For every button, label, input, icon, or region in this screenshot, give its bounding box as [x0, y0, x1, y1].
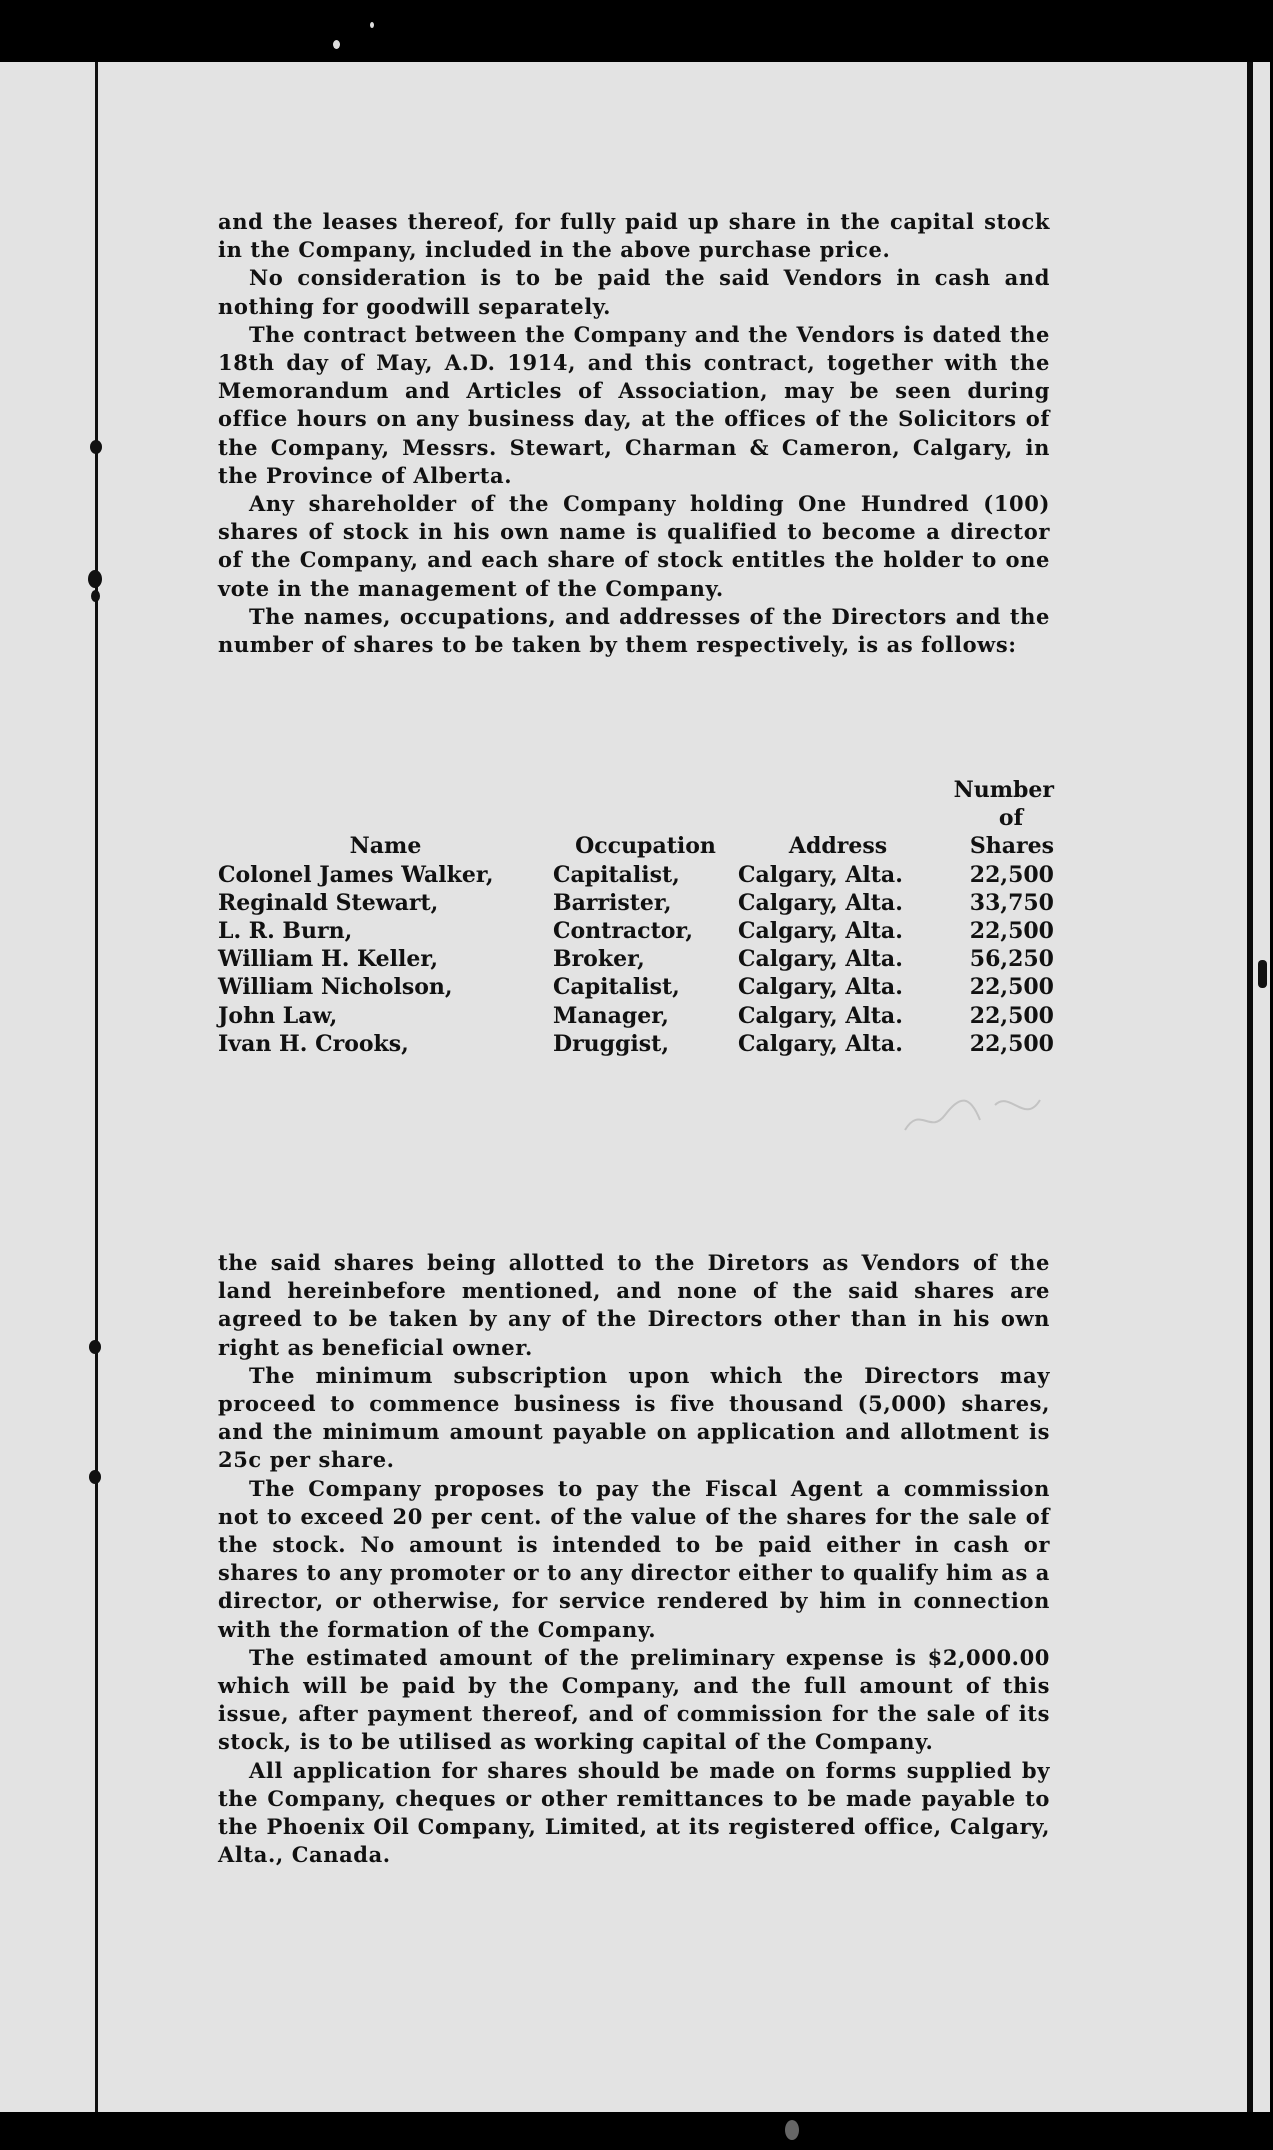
page-right-edge — [1247, 62, 1253, 2112]
director-name: L. R. Burn, — [218, 918, 353, 945]
table-row — [218, 1030, 1054, 1058]
director-name: William H. Keller, — [218, 946, 439, 973]
director-occupation: Capitalist, — [553, 861, 680, 888]
director-address: Calgary, Alta. — [738, 1030, 903, 1057]
director-occupation: Manager, — [553, 1002, 669, 1029]
director-address: Calgary, Alta. — [738, 918, 903, 945]
right-edge-mark — [1258, 960, 1267, 988]
header-number-of-shares — [938, 776, 1054, 861]
paragraph-shares-allotted: the said shares being allotted to the Diretors as Vendors of the land hereinbefore mentioned, and none of the said shares are agreed to be taken by any of the Directors other than in his own right as beneficial owner. — [218, 1250, 1050, 1360]
director-shares: 22,500 — [969, 918, 1054, 945]
table-header-row — [218, 776, 1054, 861]
binding-hole-mark — [90, 440, 102, 454]
header-shares-line2: of — [998, 805, 1024, 832]
director-occupation: Druggist, — [553, 1030, 669, 1057]
scan-speck — [333, 40, 340, 49]
binding-hole-mark — [89, 1470, 101, 1484]
paragraph-applications: All application for shares should be made on forms supplied by the Company, cheques or other remittances to be made payable to the Phoenix Oil Company, Limited, at its registered office, Calgary, Alta., Canada. — [218, 1757, 1050, 1868]
director-address: Calgary, Alta. — [738, 889, 903, 916]
director-address: Calgary, Alta. — [738, 1002, 903, 1029]
table-row — [218, 945, 1054, 973]
director-name: John Law, — [218, 1002, 338, 1029]
director-shares: 22,500 — [969, 974, 1054, 1001]
page-fold-line — [95, 62, 98, 2112]
scan-speck — [785, 2120, 799, 2140]
top-text-block — [218, 208, 1050, 659]
paragraph-preliminary-expense: The estimated amount of the preliminary expense is $2,000.00 which will be paid by the Company, and the full amount of this issue, after payment thereof, and of commission for the sale of its stock, is to be utilised as working capital of the Company. — [218, 1644, 1050, 1755]
header-occupation: Occupation — [575, 833, 716, 860]
binding-hole-mark — [89, 1340, 101, 1354]
paragraph-fiscal-agent: The Company proposes to pay the Fiscal Agent a commission not to exceed 20 per cent. of the value of the shares for the sale of the stock. No amount is intended to be paid either in cash or shares to any promoter or to any director either to qualify him as a director, or otherwise, for service rendered by him in connection with the formation of the Company. — [218, 1475, 1050, 1642]
binding-hole-mark — [88, 570, 102, 588]
director-shares: 33,750 — [969, 889, 1054, 916]
director-name: Ivan H. Crooks, — [218, 1030, 409, 1057]
bottom-text-block — [218, 1249, 1050, 1869]
table-row — [218, 973, 1054, 1001]
paragraph-directors-intro: The names, occupations, and addresses of the Directors and the number of shares to be taken by them respectively, is as follows: — [218, 603, 1050, 658]
director-shares: 22,500 — [969, 861, 1054, 888]
director-shares: 22,500 — [969, 1002, 1054, 1029]
director-address: Calgary, Alta. — [738, 861, 903, 888]
paragraph-contract: The contract between the Company and the Vendors is dated the 18th day of May, A.D. 1914, and this contract, together with the Memorandum and Articles of Association, may be seen during office hours on any business day, at the offices of the Solicitors of the Company, Messrs. Stewart, Charman & Cameron, Calgary, in the Province of Alberta. — [218, 321, 1050, 488]
binding-hole-mark — [91, 590, 100, 602]
faint-pencil-annotation — [900, 1085, 1050, 1145]
director-occupation: Barrister, — [553, 889, 672, 916]
paragraph-purchase-price: and the leases thereof, for fully paid up share in the capital stock in the Company, included in the above purchase price. — [218, 209, 1050, 263]
table-row — [218, 1002, 1054, 1030]
director-occupation: Broker, — [553, 946, 645, 973]
scan-speck — [370, 22, 374, 28]
paragraph-shareholder-qualification: Any shareholder of the Company holding One Hundred (100) shares of stock in his own name is qualified to become a director of the Company, and each share of stock entitles the holder to one vote in the management of the Company. — [218, 491, 1050, 601]
table-row — [218, 917, 1054, 945]
director-address: Calgary, Alta. — [738, 974, 903, 1001]
director-name: Colonel James Walker, — [218, 861, 494, 888]
table-row — [218, 889, 1054, 917]
directors-table — [218, 776, 1054, 1058]
paragraph-no-consideration: No consideration is to be paid the said Vendors in cash and nothing for goodwill separately. — [218, 265, 1050, 319]
director-name: Reginald Stewart, — [218, 889, 439, 916]
header-address: Address — [788, 833, 888, 860]
director-occupation: Capitalist, — [553, 974, 680, 1001]
director-address: Calgary, Alta. — [738, 946, 903, 973]
header-shares-line3: Shares — [969, 833, 1054, 860]
director-shares: 22,500 — [969, 1030, 1054, 1057]
director-name: William Nicholson, — [218, 974, 453, 1001]
director-occupation: Contractor, — [553, 918, 694, 945]
header-name: Name — [349, 833, 422, 860]
header-shares-line1: Number — [953, 777, 1054, 803]
director-shares: 56,250 — [969, 946, 1054, 973]
table-row — [218, 861, 1054, 889]
paragraph-minimum-subscription: The minimum subscription upon which the Directors may proceed to commence business is five thousand (5,000) shares, and the minimum amount payable on application and allotment is 25c per share. — [218, 1362, 1050, 1473]
